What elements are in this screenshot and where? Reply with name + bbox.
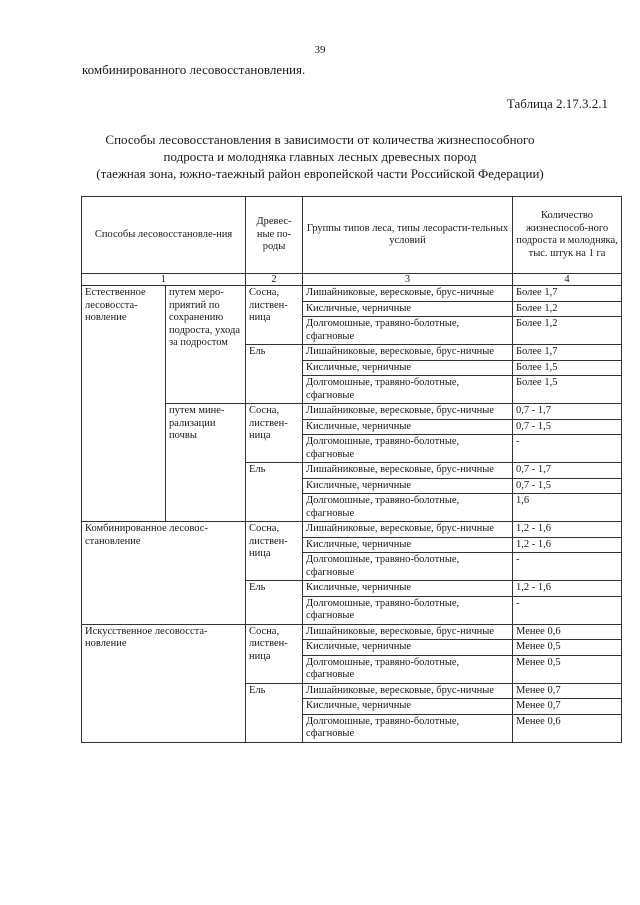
quantity-value: 0,7 - 1,5 <box>513 478 622 494</box>
forest-type: Долгомошные, травяно-болотные, сфагновые <box>303 376 513 404</box>
forest-type: Долгомошные, травяно-болотные, сфагновые <box>303 435 513 463</box>
quantity-value: 0,7 - 1,7 <box>513 404 622 420</box>
method-name: Естественное лесовосста-новление <box>82 286 166 522</box>
method-name: Искусственное лесовосста-новление <box>82 624 246 742</box>
species-name: Сосна, листвен-ница <box>246 404 303 463</box>
table-title-line: Способы лесовосстановления в зависимости от количества жизнеспособного <box>105 132 535 147</box>
forest-type: Лишайниковые, вересковые, брус-ничные <box>303 404 513 420</box>
quantity-value: 0,7 - 1,7 <box>513 463 622 479</box>
quantity-value: Менее 0,7 <box>513 683 622 699</box>
forest-type: Кисличные, черничные <box>303 640 513 656</box>
species-name: Ель <box>246 683 303 742</box>
species-name: Ель <box>246 463 303 522</box>
quantity-value: 1,2 - 1,6 <box>513 537 622 553</box>
forest-type: Лишайниковые, вересковые, брус-ничные <box>303 463 513 479</box>
quantity-value: 1,2 - 1,6 <box>513 581 622 597</box>
quantity-value: - <box>513 553 622 581</box>
quantity-value: 1,2 - 1,6 <box>513 522 622 538</box>
quantity-value: Более 1,7 <box>513 345 622 361</box>
quantity-value: Менее 0,6 <box>513 624 622 640</box>
species-name: Сосна, листвен-ница <box>246 286 303 345</box>
forest-type: Долгомошные, травяно-болотные, сфагновые <box>303 596 513 624</box>
forest-type: Кисличные, черничные <box>303 537 513 553</box>
quantity-value: Менее 0,6 <box>513 714 622 742</box>
forest-type: Лишайниковые, вересковые, брус-ничные <box>303 286 513 302</box>
quantity-value: 1,6 <box>513 494 622 522</box>
forest-type: Лишайниковые, вересковые, брус-ничные <box>303 522 513 538</box>
species-name: Ель <box>246 345 303 404</box>
forest-type: Долгомошные, травяно-болотные, сфагновые <box>303 655 513 683</box>
species-name: Сосна, листвен-ница <box>246 522 303 581</box>
submethod-name: путем мине-рализации почвы <box>166 404 246 522</box>
forest-type: Долгомошные, травяно-болотные, сфагновые <box>303 553 513 581</box>
forest-type: Долгомошные, травяно-болотные, сфагновые <box>303 714 513 742</box>
table-title <box>40 131 600 182</box>
header-methods: Способы лесовосстановле-ния <box>82 197 246 274</box>
column-number: 3 <box>303 274 513 286</box>
quantity-value: 0,7 - 1,5 <box>513 419 622 435</box>
submethod-name: путем меро-приятий по сохранению подроста, ухода за подростом <box>166 286 246 404</box>
table-row <box>82 286 622 302</box>
quantity-value: Менее 0,7 <box>513 699 622 715</box>
table-header-row <box>82 197 622 274</box>
quantity-value: Более 1,2 <box>513 317 622 345</box>
quantity-value: Менее 0,5 <box>513 655 622 683</box>
reforestation-table <box>81 196 622 743</box>
method-name: Комбинированное лесовос-становление <box>82 522 246 625</box>
header-forest-types: Группы типов леса, типы лесорасти-тельных условий <box>303 197 513 274</box>
forest-type: Кисличные, черничные <box>303 419 513 435</box>
quantity-value: Более 1,5 <box>513 376 622 404</box>
forest-type: Кисличные, черничные <box>303 478 513 494</box>
quantity-value: - <box>513 435 622 463</box>
page-number: 39 <box>314 44 326 56</box>
column-number: 1 <box>82 274 246 286</box>
forest-type: Кисличные, черничные <box>303 301 513 317</box>
column-number: 4 <box>513 274 622 286</box>
table-label: Таблица 2.17.3.2.1 <box>506 96 608 111</box>
forest-type: Долгомошные, травяно-болотные, сфагновые <box>303 494 513 522</box>
forest-type: Долгомошные, травяно-болотные, сфагновые <box>303 317 513 345</box>
table-title-line: подроста и молодняка главных лесных древесных пород <box>163 149 477 164</box>
quantity-value: - <box>513 596 622 624</box>
table-title-line: (таежная зона, южно-таежный район европейской части Российской Федерации) <box>96 166 544 181</box>
species-name: Сосна, листвен-ница <box>246 624 303 683</box>
column-number: 2 <box>246 274 303 286</box>
column-number-row <box>82 274 622 286</box>
quantity-value: Более 1,2 <box>513 301 622 317</box>
header-species: Древес-ные по-роды <box>246 197 303 274</box>
forest-type: Кисличные, черничные <box>303 581 513 597</box>
forest-type: Кисличные, черничные <box>303 699 513 715</box>
header-quantity: Количество жизнеспособ-ного подроста и молодняка, тыс. штук на 1 га <box>513 197 622 274</box>
table-row <box>82 522 622 538</box>
forest-type: Лишайниковые, вересковые, брус-ничные <box>303 683 513 699</box>
species-name: Ель <box>246 581 303 625</box>
quantity-value: Более 1,7 <box>513 286 622 302</box>
intro-text: комбинированного лесовосстановления. <box>82 62 306 77</box>
table-row <box>82 624 622 640</box>
quantity-value: Менее 0,5 <box>513 640 622 656</box>
forest-type: Кисличные, черничные <box>303 360 513 376</box>
forest-type: Лишайниковые, вересковые, брус-ничные <box>303 624 513 640</box>
quantity-value: Более 1,5 <box>513 360 622 376</box>
forest-type: Лишайниковые, вересковые, брус-ничные <box>303 345 513 361</box>
table-body <box>82 286 622 743</box>
